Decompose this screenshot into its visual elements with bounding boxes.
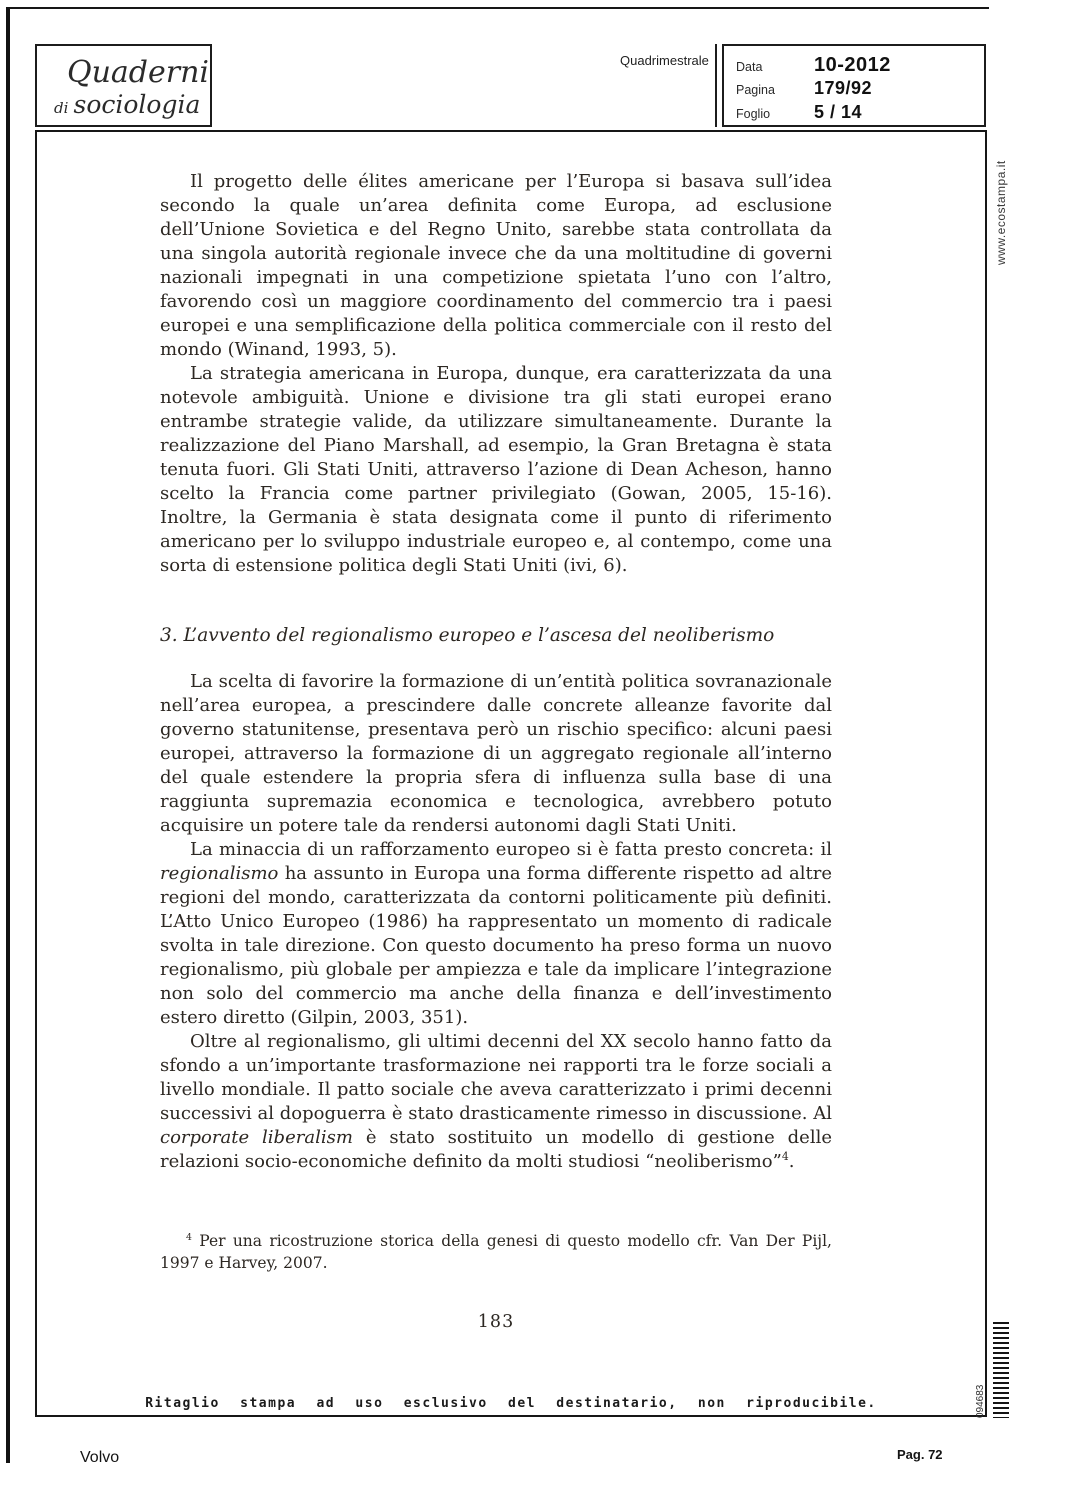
reproduction-notice: Ritaglio stampa ad uso esclusivo del destinatario, non riproducibile. — [145, 1396, 877, 1411]
footnote-text: $^4$ Per una ricostruzione storica della genesi di questo modello cfr. Van Der Pijl, 1997 e Harvey, 2007. — [160, 1231, 832, 1272]
info-label-pagina: Pagina — [736, 83, 775, 97]
journal-name-line1: Quaderni — [67, 55, 210, 90]
scan-edge-left — [6, 7, 10, 1463]
info-row-foglio — [736, 102, 984, 126]
info-box-double-line — [715, 44, 717, 127]
journal-name-line2 — [54, 90, 210, 119]
ecostampa-website-vertical: www.ecostampa.it — [994, 160, 1008, 265]
clipping-info-box — [722, 44, 986, 127]
info-row-pagina — [736, 78, 984, 102]
body-paragraph: La strategia americana in Europa, dunque, era caratterizzata da una notevole ambiguità. Unione e divisione tra gli stati europei erano entrambe strategie valide, da utilizzare simultaneamente. Durante la realizzazione del Piano Marshall, ad esempio, la Gran Bretagna è stata tenuta fuori. Gli Stati Uniti, attraverso l’azione di Dean Acheson, hanno scelto la Francia come partner privilegiato (Gowan, 2005, 15-16). Inoltre, la Germania è stata designata come il punto di riferimento americano per lo sviluppo industriale europeo e, al contempo, come una sorta di estensione politica degli Stati Uniti (ivi, 6). — [160, 363, 832, 576]
info-label-data: Data — [736, 60, 763, 74]
barcode-icon — [993, 1322, 1009, 1418]
info-row-data — [736, 54, 984, 78]
frequency-label: Quadrimestrale — [620, 53, 709, 68]
body-paragraph: La minaccia di un rafforzamento europeo si è fatta presto concreta: il regionalismo ha assunto in Europa una forma differente rispetto ad altre regioni del mondo, caratterizzata da contorni politicamente più definiti. L’Atto Unico Europeo (1986) ha rappresentato un momento di radicale svolta in tale direzione. Con questo documento ha preso forma un nuovo regionalismo, più globale per ampiezza e tale da implicare l’integrazione non solo del commercio ma anche della finanza e dell’investimento estero diretto (Gilpin, 2003, 351). — [160, 839, 832, 1028]
info-value-pagina: 179/92 — [814, 78, 873, 98]
clipping-page-ref: Pag. 72 — [897, 1447, 943, 1462]
journal-name-main: sociologia — [73, 90, 201, 119]
journal-logo-box — [35, 44, 212, 127]
body-paragraph: La scelta di favorire la formazione di un’entità politica sovranazionale nell’area europea, a prescindere dalle concrete alleanze favorite dal governo statunitense, presentava però un rischio specifico: alcuni paesi europei, attraverso la formazione di un aggregato regionale all’interno del quale estendere la propria sfera di influenza sulla base di una raggiunta supremazia economica e tecnologica, avrebbero potuto acquisire un potere tale da rendersi autonomi dagli Stati Uniti. — [160, 671, 832, 836]
clipping-code: 094683 — [975, 1384, 986, 1418]
scan-edge-top — [6, 7, 989, 9]
info-value-foglio: 5 / 14 — [814, 102, 863, 122]
body-text — [160, 170, 832, 1334]
info-label-foglio: Foglio — [736, 107, 771, 121]
journal-name-prefix: di — [54, 99, 69, 117]
client-brand-label: Volvo — [80, 1449, 120, 1466]
body-paragraph: Il progetto delle élites americane per l’Europa si basava sull’idea secondo la quale un’area definita come Europa, ad esclusione dell’Unione Sovietica e del Regno Unito, sarebbe stata controllata da una singola autorità regionale invece che da una moltitudine di governi nazionali impegnati in una competizione spietata l’uno con l’altro, favorendo così un maggiore coordinamento del commercio tra i paesi europei e una semplificazione della politica commerciale con il resto del mondo (Winand, 1993, 5). — [160, 171, 832, 360]
body-paragraph: Oltre al regionalismo, gli ultimi decenni del XX secolo hanno fatto da sfondo a un’importante trasformazione nei rapporti tra le forze sociali a livello mondiale. Il patto sociale che aveva caratterizzato i primi decenni successivi al dopoguerra è stato drasticamente rimesso in discussione. Al corporate liberalism è stato sostituito un modello di gestione delle relazioni socio-economiche definito da molti studiosi “neoliberismo”$^4$. — [160, 1031, 833, 1172]
info-value-data: 10-2012 — [814, 54, 891, 76]
page-number: 183 — [477, 1312, 515, 1332]
section-heading: 3. L’avvento del regionalismo europeo e l’ascesa del neoliberismo — [160, 625, 775, 646]
barcode-group — [975, 1322, 1013, 1418]
